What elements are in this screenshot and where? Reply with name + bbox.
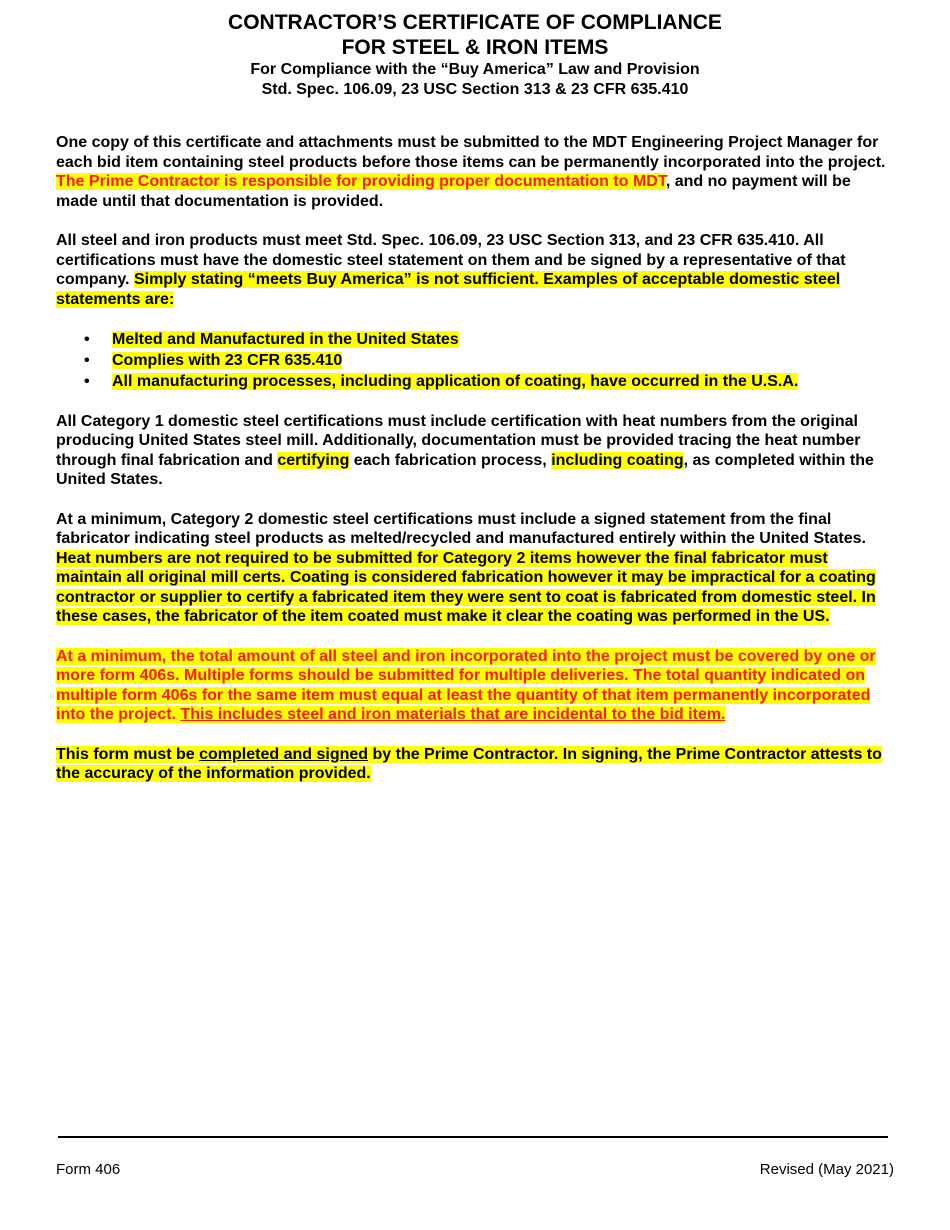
requirements-text: All steel and iron products must meet Std. Spec. 106.09, 23 USC Section 313, and 23 CFR 635.410. All certifications must have the domestic steel statement on them and be signed by a representative of that company. <box>56 231 846 289</box>
paragraph-signature: This form must be completed and signed by the Prime Contractor. In signing, the Prime Contractor attests to the accuracy of the information provided. <box>56 745 882 783</box>
subtitle-line-1: For Compliance with the “Buy America” Law and Provision <box>250 61 700 78</box>
subtitle-line-2: Std. Spec. 106.09, 23 USC Section 313 & 23 CFR 635.410 <box>261 81 689 98</box>
bullet-icon: • <box>84 372 90 390</box>
paragraph-submission-text: One copy of this certificate and attachments must be submitted to the MDT Engineering Project Manager for each bid item containing steel products before those items can be permanently incorporated into the project. <box>56 134 886 171</box>
payment-note: , and no payment will be made until that documentation is provided. <box>56 173 851 210</box>
footer-divider <box>58 1136 888 1138</box>
paragraph-category-2: At a minimum, Category 2 domestic steel certifications must include a signed statement from the final fabricator indicating steel products as melted/recycled and manufactured entirely within the United States. Heat numbers are not required to be submitted for Category 2 items however the final fabricator must maintain all original mill certs. Coating is considered fabrication however it may be impractical for a coating contractor or supplier to certify a fabricated item they were sent to coat is fabricated from domestic steel. In these cases, the fabricator of the item coated must make it clear the coating was performed in the US. <box>56 510 876 626</box>
list-item: • Melted and Manufactured in the United States <box>84 330 459 348</box>
title-line-2: FOR STEEL & IRON ITEMS <box>341 36 609 59</box>
paragraph-form-coverage: At a minimum, the total amount of all steel and iron incorporated into the project must be covered by one or more form 406s. Multiple forms should be submitted for multiple deliveries. The total quantity indicated on multiple form 406s for the same item must equal at least the quantity of that item permanently incorporated into the project. This includes steel and iron materials that are incidental to the bid item. <box>56 647 876 724</box>
prime-contractor-responsibility: The Prime Contractor is responsible for providing proper documentation to MDT <box>56 173 666 191</box>
certifying-highlight: certifying <box>277 451 350 469</box>
document-body <box>56 133 896 784</box>
title-line-1: CONTRACTOR’S CERTIFICATE OF COMPLIANCE <box>228 11 722 34</box>
paragraph-requirements <box>56 231 896 309</box>
list-item: • Complies with 23 CFR 635.410 <box>84 351 343 369</box>
incidental-materials-note: This includes steel and iron materials that are incidental to the bid item. <box>180 706 726 724</box>
bullet-icon: • <box>84 330 90 348</box>
paragraph-submission <box>56 133 896 211</box>
bullet-icon: • <box>84 351 90 369</box>
including-coating-highlight: including coating <box>551 451 684 469</box>
completed-and-signed: completed and signed <box>199 745 369 763</box>
heat-numbers-highlight: Heat numbers are not required to be submitted for Category 2 items however the final fabricator must maintain all original mill certs. Coating is considered fabrication however it may be impractical for a coating contractor or supplier to certify a fabricated item they were sent to coat is fabricated from domestic steel. In these cases, the fabricator of the item coated must make it clear the coating was performed in the US. <box>56 549 876 626</box>
acceptable-statements-list <box>56 329 896 392</box>
form-number: Form 406 <box>56 1161 121 1178</box>
document-header <box>0 10 950 100</box>
acceptable-statements-intro: Simply stating “meets Buy America” is not sufficient. Examples of acceptable domestic steel statements are: <box>56 271 841 308</box>
list-item: • All manufacturing processes, including application of coating, have occurred in the U.S.A. <box>84 372 799 390</box>
paragraph-category-1: All Category 1 domestic steel certifications must include certification with heat numbers from the original producing United States steel mill. Additionally, documentation must be provided tracing the heat number through final fabrication and certifying each fabrication process, including coating, as completed within the United States. <box>56 412 874 489</box>
revision-date: Revised (May 2021) <box>759 1161 894 1178</box>
